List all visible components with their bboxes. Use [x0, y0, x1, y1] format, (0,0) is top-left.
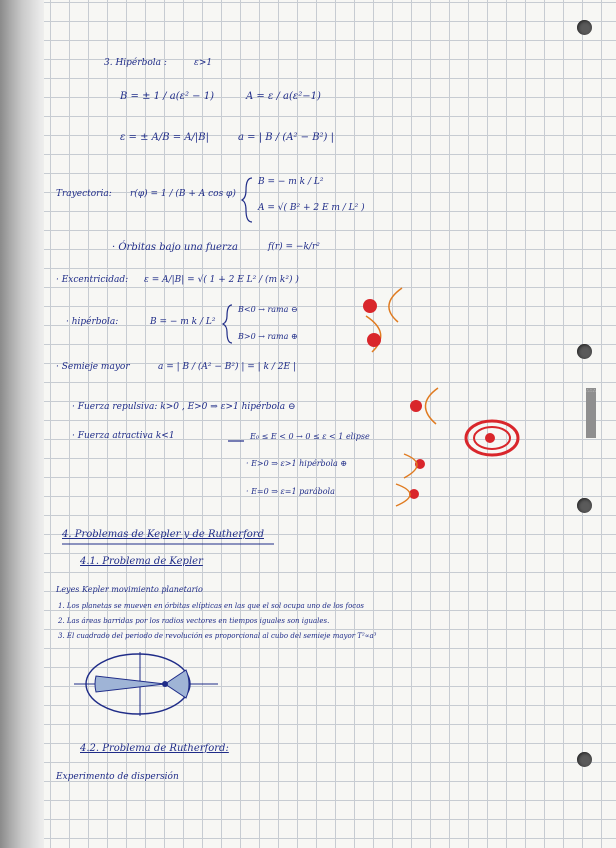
- section-4-heading: 4. Problemas de Kepler y de Rutherford: [62, 529, 264, 540]
- repulsive-dot: [410, 400, 422, 412]
- equation-A: A = ε / a(ε²−1): [246, 91, 321, 102]
- excentricidad-label: · Excentricidad:: [56, 275, 129, 285]
- hiperbola-label: · hipérbola:: [66, 317, 119, 327]
- brace-trayectoria: [242, 178, 252, 222]
- repulsive-branch: [425, 388, 438, 424]
- case-hyperbola: · E>0 ⇒ ε>1 hipérbola ⊕: [246, 459, 348, 468]
- kepler-swept-area-1: [165, 670, 189, 698]
- hiperbola-case-positive: B>0 → rama ⊕: [238, 332, 298, 341]
- trayectoria-label: Trayectoria:: [56, 189, 112, 199]
- attractive-force-label: · Fuerza atractiva k<1: [72, 431, 175, 441]
- experiment-text: Experimento de dispersión: [56, 772, 179, 782]
- attractive-force-condition: E₀ ≤ E < 0 → 0 ≤ ε < 1 elipse: [250, 432, 370, 441]
- trayectoria-A: A = √( B² + 2 E m / L² ): [258, 203, 365, 213]
- kepler-laws-title: Leyes Kepler movimiento planetario: [56, 585, 203, 594]
- kepler-law-1: 1. Los planetas se mueven en órbitas elípticas en las que el sol ocupa uno de los focos: [58, 602, 365, 610]
- section-4-1-heading: 4.1. Problema de Kepler: [80, 556, 203, 567]
- equation-semiaxis: a = | B / (A² − B²) |: [238, 132, 334, 143]
- parabola-curve: [396, 484, 410, 506]
- semieje-equation: a = | B / (A² − B²) | = | k / 2E |: [158, 362, 296, 372]
- kepler-law-2: 2. Las áreas barridas por los radios vectores en tiempos iguales son iguales.: [58, 617, 330, 625]
- kepler-sun-focus: [162, 681, 168, 687]
- kepler-law-3: 3. El cuadrado del periodo de revolución es proporcional al cubo del semieje mayor T²∝a³: [58, 632, 377, 640]
- orbitas-heading: · Órbitas bajo una fuerza: [112, 242, 238, 253]
- trayectoria-equation: r(φ) = 1 / (B + A cos φ): [130, 189, 236, 199]
- heading-hiperbola: 3. Hipérbola :: [104, 58, 167, 68]
- hiperbola-equation: B = − m k / L²: [150, 317, 216, 327]
- equation-B: B = ± 1 / a(ε² − 1): [120, 91, 214, 102]
- hiperbola-case-negative: B<0 → rama ⊖: [238, 305, 298, 314]
- section-4-2-heading: 4.2. Problema de Rutherford:: [80, 743, 229, 754]
- brace-hiperbola: [223, 305, 232, 343]
- trayectoria-B: B = − m k / L²: [258, 177, 324, 187]
- condition-hiperbola: ε>1: [194, 58, 213, 68]
- hyperbola-branch-1: [389, 288, 402, 322]
- focus-dot-1: [363, 299, 377, 313]
- kepler-swept-area-2: [95, 676, 165, 692]
- orbitas-force: f(r) = −k/r²: [268, 242, 320, 252]
- repulsive-force-line: · Fuerza repulsiva: k>0 , E>0 ⇒ ε>1 hipérbola ⊖: [72, 402, 296, 412]
- equation-epsilon: ε = ± A/B = A/|B|: [120, 132, 210, 143]
- excentricidad-equation: ε = A/|B| = √( 1 + 2 E L² / (m k²) ): [144, 275, 299, 285]
- case-parabola: · E=0 ⇒ ε=1 parábola: [246, 487, 335, 496]
- hyperbola-positive-curve: [404, 454, 417, 478]
- focus-dot-2: [367, 333, 381, 347]
- page-tab: ∴∴∴: [586, 388, 596, 438]
- semieje-label: · Semieje mayor: [56, 362, 130, 372]
